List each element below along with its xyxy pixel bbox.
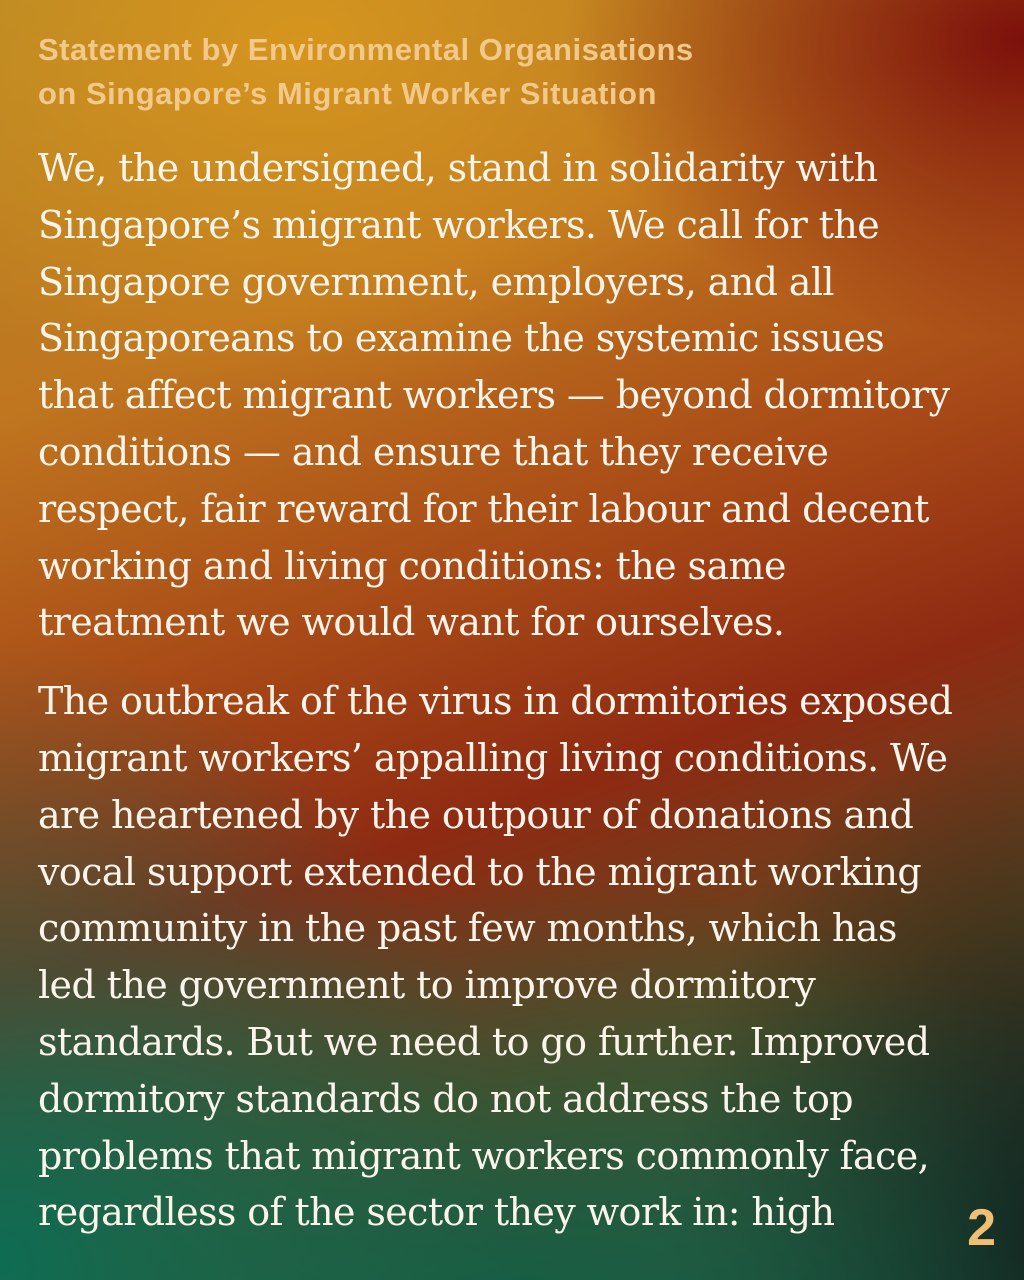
text-line: migrant workers’ appalling living conditions. We	[38, 735, 948, 780]
text-line: community in the past few months, which has	[38, 906, 897, 951]
text-line: Singapore government, employers, and all	[38, 259, 834, 304]
paragraph-2	[38, 673, 998, 1241]
text-line: Singapore’s migrant workers. We call for the	[38, 202, 880, 247]
text-line: dormitory standards do not address the top	[38, 1076, 853, 1121]
text-line: are heartened by the outpour of donations and	[38, 792, 914, 837]
title-line: Statement by Environmental Organisations	[38, 32, 694, 67]
statement-body	[38, 140, 998, 1241]
text-line: standards. But we need to go further. Improved	[38, 1019, 930, 1064]
statement-title	[38, 28, 998, 116]
paragraph-1	[38, 140, 998, 651]
text-line: The outbreak of the virus in dormitories exposed	[38, 679, 953, 724]
text-line: that affect migrant workers — beyond dormitory	[38, 373, 950, 418]
text-line: led the government to improve dormitory	[38, 963, 816, 1008]
title-line: on Singapore’s Migrant Worker Situation	[38, 76, 657, 111]
text-line: We, the undersigned, stand in solidarity with	[38, 146, 878, 190]
text-line: conditions — and ensure that they receive	[38, 429, 829, 474]
text-line: respect, fair reward for their labour and decent	[38, 486, 929, 531]
text-line: regardless of the sector they work in: high	[38, 1190, 835, 1235]
text-line: working and living conditions: the same	[38, 543, 786, 588]
page-number: 2	[967, 1199, 996, 1257]
text-line: vocal support extended to the migrant working	[38, 849, 922, 894]
text-line: Singaporeans to examine the systemic issues	[38, 316, 885, 361]
text-line: treatment we would want for ourselves.	[38, 600, 785, 645]
text-line: problems that migrant workers commonly face,	[38, 1133, 930, 1178]
